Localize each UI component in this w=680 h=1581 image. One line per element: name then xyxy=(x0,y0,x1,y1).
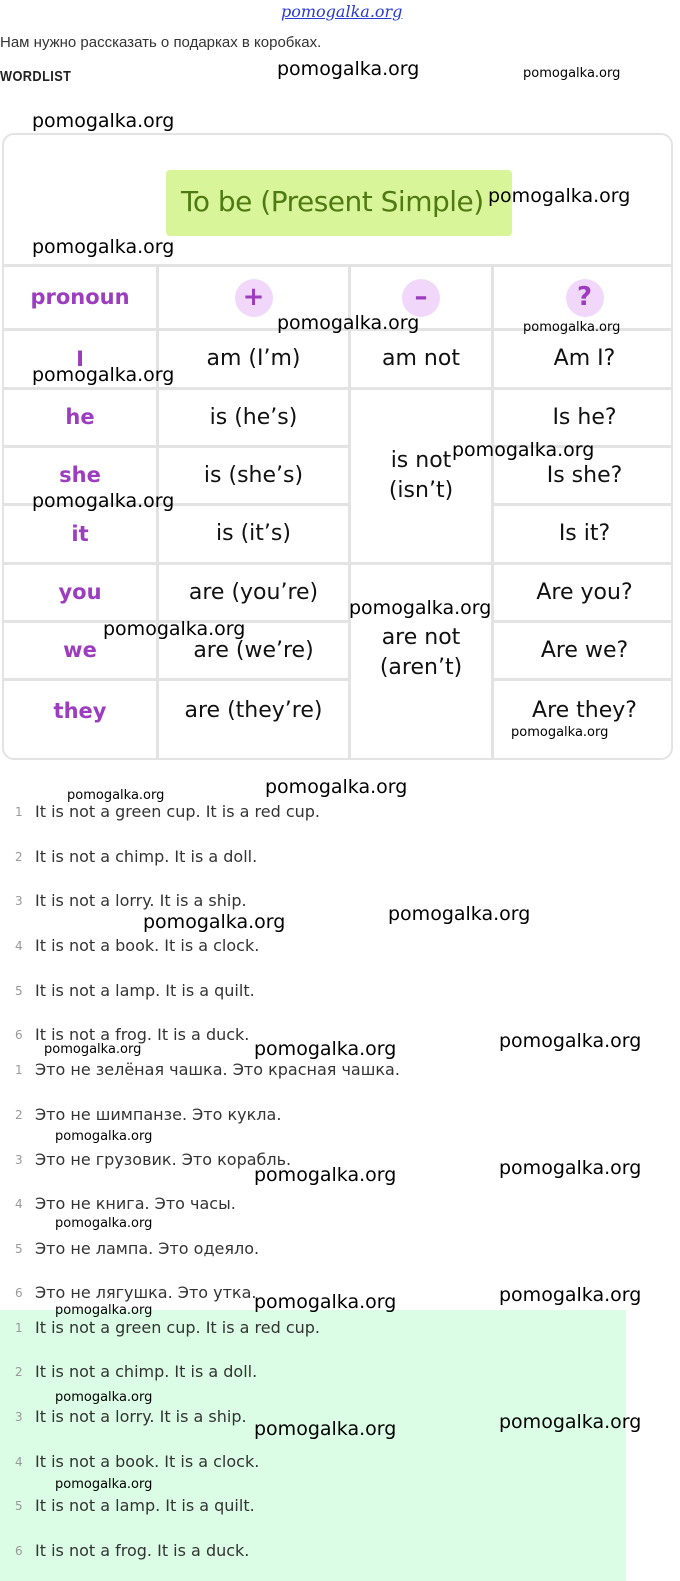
item-text: Это не шимпанзе. Это кукла. xyxy=(35,1105,282,1124)
negative-are-line2: (aren’t) xyxy=(379,655,463,680)
item-number: 3 xyxy=(15,894,23,908)
minus-icon: – xyxy=(402,279,440,317)
watermark: pomogalka.org xyxy=(67,788,165,803)
item-number: 6 xyxy=(15,1286,23,1300)
negative-is-line2: (isn’t) xyxy=(388,478,454,503)
pronoun-cell: they xyxy=(53,698,107,723)
negative-are-line1: are not xyxy=(381,625,461,651)
watermark: pomogalka.org xyxy=(499,1030,642,1052)
item-text: It is not a chimp. It is a doll. xyxy=(35,847,258,866)
question-cell: Are we? xyxy=(540,637,629,663)
item-number: 3 xyxy=(15,1153,23,1167)
watermark: pomogalka.org xyxy=(523,66,621,81)
watermark: pomogalka.org xyxy=(44,1042,142,1057)
item-text: Это не зелёная чашка. Это красная чашка. xyxy=(35,1060,400,1079)
item-number: 1 xyxy=(15,1063,23,1077)
item-text: It is not a book. It is a clock. xyxy=(35,936,260,955)
item-number: 5 xyxy=(15,984,23,998)
watermark: pomogalka.org xyxy=(452,439,595,461)
negative-cell-is xyxy=(351,390,491,562)
item-text: It is not a lamp. It is a quilt. xyxy=(35,981,255,1000)
item-number: 2 xyxy=(15,1365,23,1379)
item-text: Это не книга. Это часы. xyxy=(35,1194,236,1213)
item-text: It is not a green cup. It is a red cup. xyxy=(35,802,321,821)
item-number: 6 xyxy=(15,1544,23,1558)
watermark: pomogalka.org xyxy=(511,725,609,740)
positive-cell: are (we’re) xyxy=(193,637,314,663)
pronoun-cell: he xyxy=(65,405,95,430)
item-number: 4 xyxy=(15,1455,23,1469)
watermark: pomogalka.org xyxy=(254,1164,397,1186)
item-number: 2 xyxy=(15,850,23,864)
pronoun-cell: we xyxy=(63,638,97,663)
watermark: pomogalka.org xyxy=(55,1216,153,1231)
watermark: pomogalka.org xyxy=(499,1411,642,1433)
item-number: 1 xyxy=(15,1321,23,1335)
item-text: Это не грузовик. Это корабль. xyxy=(35,1150,292,1169)
negative-is-line1: is not xyxy=(390,448,452,474)
watermark: pomogalka.org xyxy=(55,1129,153,1144)
item-text: It is not a lamp. It is a quilt. xyxy=(35,1496,255,1515)
negative-cell: am not xyxy=(382,346,460,372)
item-text: It is not a chimp. It is a doll. xyxy=(35,1362,258,1381)
watermark: pomogalka.org xyxy=(277,58,420,80)
watermark: pomogalka.org xyxy=(265,776,408,798)
watermark-link[interactable]: pomogalka.org xyxy=(281,2,403,21)
pronoun-cell: she xyxy=(59,463,101,488)
pronoun-cell: it xyxy=(71,521,89,546)
item-number: 1 xyxy=(15,805,23,819)
table-title: To be (Present Simple) xyxy=(181,185,484,218)
item-text: It is not a green cup. It is a red cup. xyxy=(35,1318,321,1337)
item-text: Это не лягушка. Это утка. xyxy=(35,1283,257,1302)
header-pronoun: pronoun xyxy=(30,285,130,310)
watermark: pomogalka.org xyxy=(254,1418,397,1440)
plus-icon: + xyxy=(235,279,273,317)
negative-cell-are xyxy=(351,565,491,741)
item-number: 5 xyxy=(15,1499,23,1513)
item-text: Это не лампа. Это одеяло. xyxy=(35,1239,260,1258)
positive-cell: is (it’s) xyxy=(216,521,291,547)
item-number: 2 xyxy=(15,1108,23,1122)
watermark: pomogalka.org xyxy=(499,1284,642,1306)
item-text: It is not a book. It is a clock. xyxy=(35,1452,260,1471)
header-question xyxy=(494,267,673,328)
question-cell: Am I? xyxy=(553,346,616,372)
watermark: pomogalka.org xyxy=(254,1291,397,1313)
positive-cell: are (they’re) xyxy=(184,698,323,724)
watermark: pomogalka.org xyxy=(488,185,631,207)
item-number: 4 xyxy=(15,1197,23,1211)
watermark: pomogalka.org xyxy=(499,1157,642,1179)
pronoun-cell: I xyxy=(76,346,84,371)
watermark: pomogalka.org xyxy=(388,903,531,925)
watermark: pomogalka.org xyxy=(55,1390,153,1405)
item-text: It is not a lorry. It is a ship. xyxy=(35,891,247,910)
watermark: pomogalka.org xyxy=(254,1038,397,1060)
question-icon: ? xyxy=(566,279,604,317)
item-number: 6 xyxy=(15,1028,23,1042)
positive-cell: am (I’m) xyxy=(206,346,301,372)
item-number: 5 xyxy=(15,1242,23,1256)
item-number: 4 xyxy=(15,939,23,953)
watermark: pomogalka.org xyxy=(55,1477,153,1492)
question-cell: Is he? xyxy=(552,404,617,430)
watermark: pomogalka.org xyxy=(55,1303,153,1318)
item-text: It is not a frog. It is a duck. xyxy=(35,1541,250,1560)
item-number: 3 xyxy=(15,1410,23,1424)
watermark: pomogalka.org xyxy=(32,364,175,386)
pronoun-cell: you xyxy=(58,580,102,605)
watermark: pomogalka.org xyxy=(32,490,175,512)
item-text: It is not a lorry. It is a ship. xyxy=(35,1407,247,1426)
question-cell: Are they? xyxy=(532,698,637,724)
positive-cell: are (you’re) xyxy=(188,579,319,605)
question-cell: Is she? xyxy=(546,462,623,488)
watermark: pomogalka.org xyxy=(523,320,621,335)
item-text: It is not a frog. It is a duck. xyxy=(35,1025,250,1044)
watermark: pomogalka.org xyxy=(277,312,420,334)
positive-cell: is (she’s) xyxy=(203,462,304,488)
watermark: pomogalka.org xyxy=(32,236,175,258)
question-cell: Are you? xyxy=(536,579,633,605)
wordlist-label: WORDLIST xyxy=(0,68,72,85)
question-cell: Is it? xyxy=(558,521,611,547)
watermark: pomogalka.org xyxy=(349,597,492,619)
positive-cell: is (he’s) xyxy=(209,404,298,430)
watermark: pomogalka.org xyxy=(103,618,246,640)
intro-text: Нам нужно рассказать о подарках в коробках. xyxy=(0,34,322,51)
watermark: pomogalka.org xyxy=(143,911,286,933)
watermark: pomogalka.org xyxy=(32,110,175,132)
